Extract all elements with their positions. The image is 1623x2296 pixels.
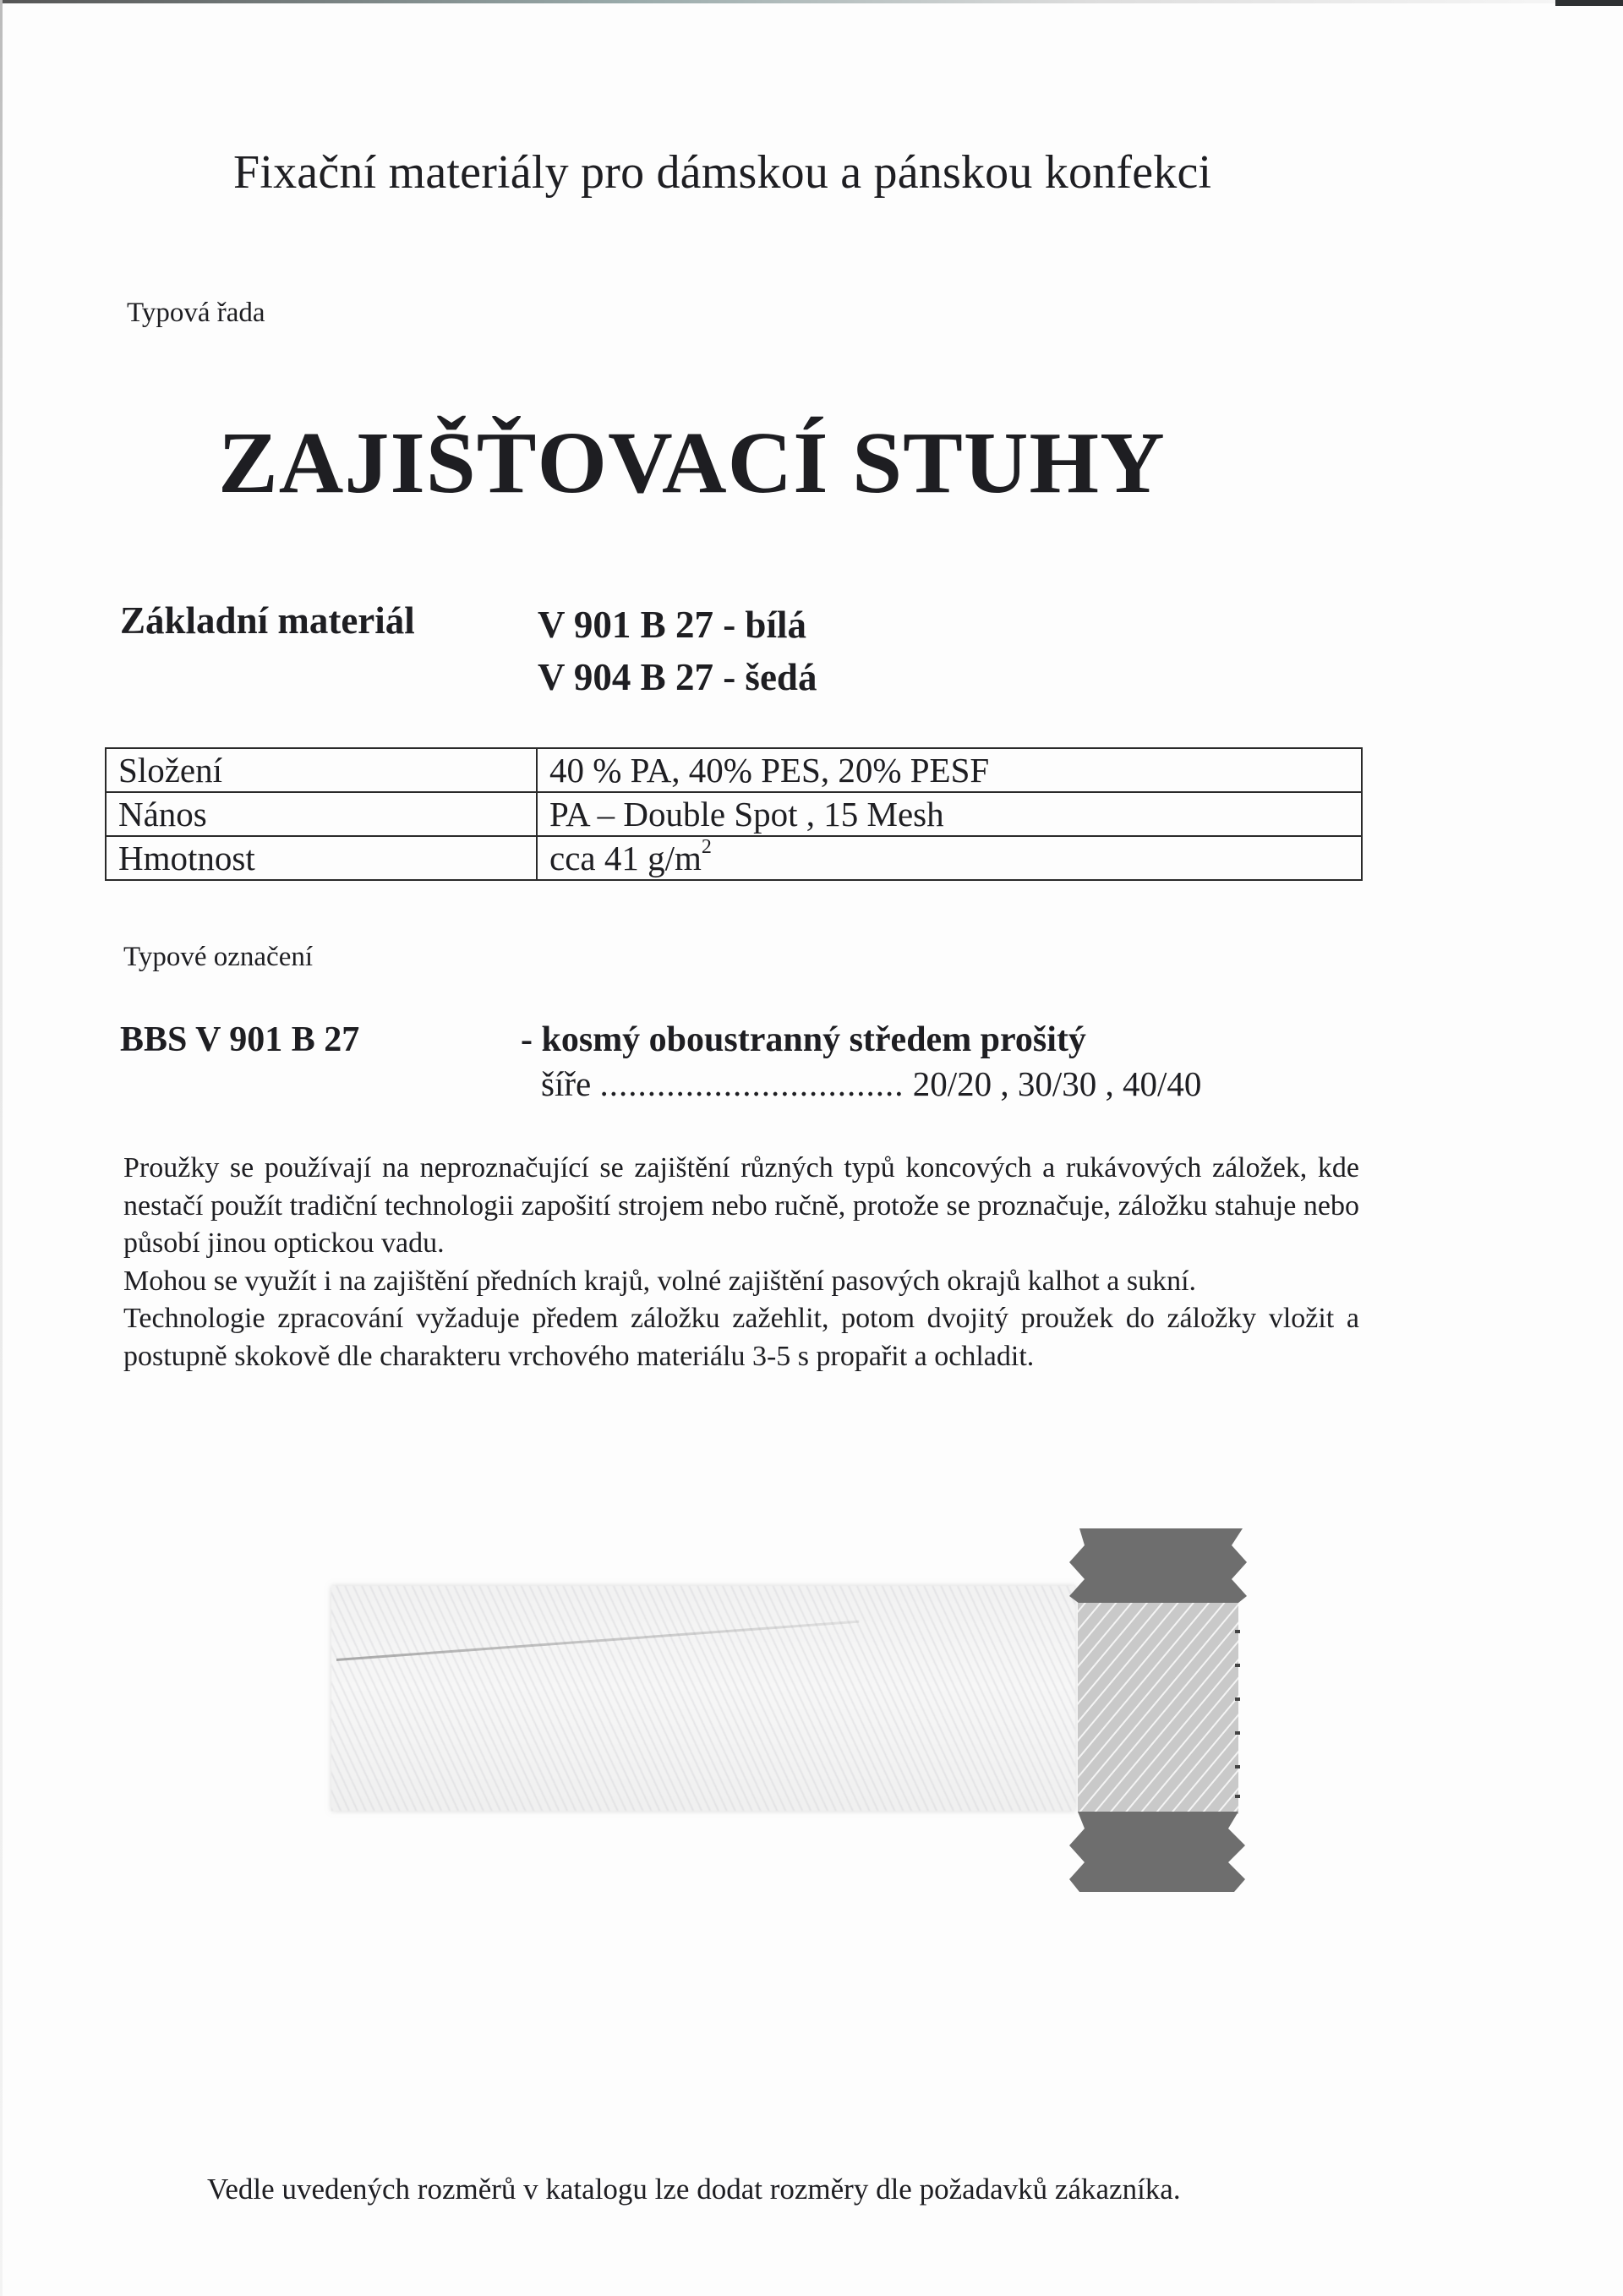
description-paragraph: Proužky se používají na neproznačující se zajištění různých typů koncových a rukávových záložek, kde nestačí použít tradiční technologii zapošití strojem nebo ručně, protože se proznačuje, záložku stahuje nebo působí jinou optickou vadu. xyxy=(123,1152,1359,1259)
grey-tape-sample xyxy=(1069,1528,1247,1892)
scan-edge-left xyxy=(0,0,3,2296)
type-description: - kosmý oboustranný středem prošitý xyxy=(521,1020,1086,1059)
page-title: ZAJIŠŤOVACÍ STUHY xyxy=(218,414,1166,511)
document-heading: Fixační materiály pro dámskou a pánskou konfekci xyxy=(233,146,1212,199)
property-value xyxy=(537,836,1362,880)
weight-value: cca 41 g/m xyxy=(549,839,702,877)
type-designation-label: Typové označení xyxy=(123,942,314,972)
weight-unit-exponent: 2 xyxy=(701,836,712,858)
scan-edge-top xyxy=(0,0,1555,3)
property-key: Nános xyxy=(106,792,537,836)
widths-label: šíře xyxy=(541,1064,592,1103)
table-row xyxy=(106,792,1362,836)
footer-note: Vedle uvedených rozměrů v katalogu lze dodat rozměry dle požadavků zákazníka. xyxy=(207,2173,1181,2206)
property-key: Hmotnost xyxy=(106,836,537,880)
type-code: BBS V 901 B 27 xyxy=(120,1020,360,1059)
property-value: 40 % PA, 40% PES, 20% PESF xyxy=(537,748,1362,792)
property-value: PA – Double Spot , 15 Mesh xyxy=(537,792,1362,836)
base-material-white: V 901 B 27 - bílá xyxy=(538,604,806,646)
fabric-sample xyxy=(321,1505,1302,1944)
table-row xyxy=(106,836,1362,880)
base-material-grey: V 904 B 27 - šedá xyxy=(538,656,817,698)
properties-table xyxy=(105,747,1363,881)
description-paragraph: Mohou se využít i na zajištění předních krajů, volné zajištění pasových okrajů kalhot a sukní. xyxy=(123,1265,1197,1297)
widths-values: 20/20 , 30/30 , 40/40 xyxy=(912,1064,1202,1103)
base-material-values xyxy=(538,599,817,703)
white-tape-sample xyxy=(331,1586,1075,1811)
scan-edge-corner xyxy=(1555,0,1623,6)
widths-leader-dots: ................................ xyxy=(599,1064,904,1103)
grey-tape-shape-icon xyxy=(1069,1528,1247,1892)
widths-row xyxy=(541,1063,1201,1104)
property-key: Složení xyxy=(106,748,537,792)
table-row xyxy=(106,748,1362,792)
description-block xyxy=(123,1150,1359,1375)
base-material-label: Základní materiál xyxy=(120,599,415,642)
series-label: Typová řada xyxy=(127,298,265,328)
description-paragraph: Technologie zpracování vyžaduje předem záložku zažehlit, potom dvojitý proužek do záložky vložit a postupně skokově dle charakteru vrchového materiálu 3-5 s propařit a ochladit. xyxy=(123,1303,1359,1372)
